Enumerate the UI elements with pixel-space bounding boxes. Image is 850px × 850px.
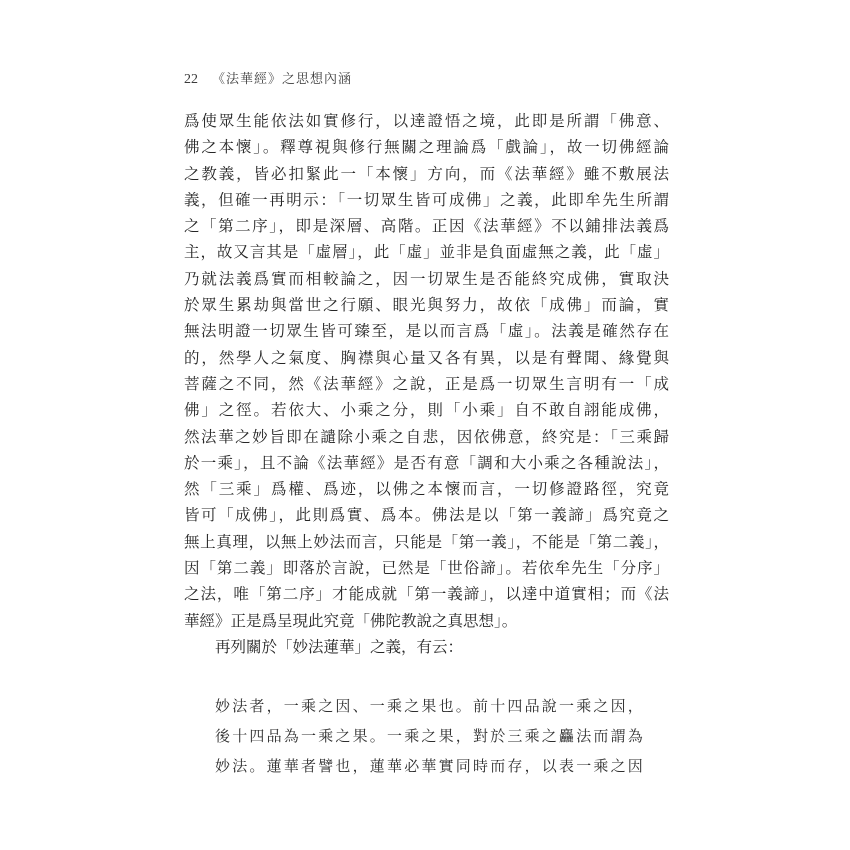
text-line: 皆可「成佛」，此則爲實、爲本。佛法是以「第一義諦」爲究竟之 bbox=[184, 507, 669, 525]
text-line: 之「第二序」，即是深層、高階。正因《法華經》不以鋪排法義爲 bbox=[184, 218, 669, 236]
quote-line: 妙法。蓮華者譬也，蓮華必華實同時而存，以表一乘之因 bbox=[215, 759, 646, 776]
text-line: 佛之本懷」。釋尊視與修行無關之理論爲「戲論」，故一切佛經論 bbox=[184, 139, 669, 157]
paragraph-intro-quote: 再列關於「妙法蓮華」之義，有云： bbox=[215, 638, 464, 656]
text-line: 主，故又言其是「虛層」，此「虛」並非是負面虛無之義，此「虛」 bbox=[184, 244, 669, 262]
scripture-quote-block bbox=[215, 692, 655, 782]
text-line: 無法明證一切眾生皆可臻至，是以而言爲「虛」。法義是確然存在 bbox=[184, 323, 669, 341]
page-number: 22 bbox=[184, 72, 198, 87]
page-header bbox=[184, 68, 669, 88]
text-line: 因「第二義」即落於言說，已然是「世俗諦」。若依牟先生「分序」 bbox=[184, 560, 669, 578]
text-line: 於一乘」，且不論《法華經》是否有意「調和大小乘之各種說法」， bbox=[184, 454, 669, 472]
text-line: 爲使眾生能依法如實修行，以達證悟之境，此即是所謂「佛意、 bbox=[184, 113, 669, 130]
running-title: 《法華經》之思想內涵 bbox=[212, 71, 353, 86]
text-line: 於眾生累劫與當世之行願、眼光與努力，故依「成佛」而論，實 bbox=[184, 297, 669, 315]
text-line: 菩薩之不同，然《法華經》之說，正是爲一切眾生言明有一「成 bbox=[184, 375, 669, 393]
quote-line: 妙法者，一乘之因、一乘之果也。前十四品說一乘之因， bbox=[215, 699, 646, 716]
text-line: 之教義，皆必扣緊此一「本懷」方向，而《法華經》雖不敷展法 bbox=[184, 165, 669, 183]
text-line: 無上真理，以無上妙法而言，只能是「第一義」，不能是「第二義」， bbox=[184, 533, 669, 551]
text-line: 義，但確一再明示：「一切眾生皆可成佛」之義，此即牟先生所謂 bbox=[184, 191, 669, 209]
quote-line: 後十四品為一乘之果。一乘之果，對於三乘之麤法而謂為 bbox=[215, 729, 646, 746]
text-line: 之法，唯「第二序」才能成就「第一義諦」，以達中道實相；而《法 bbox=[184, 586, 669, 604]
text-line: 華經》正是爲呈現此究竟「佛陀教說之真思想」。 bbox=[184, 612, 518, 630]
text-line: 然「三乘」爲權、爲迹，以佛之本懷而言，一切修證路徑，究竟 bbox=[184, 481, 669, 499]
text-line: 的，然學人之氣度、胸襟與心量又各有異，以是有聲聞、緣覺與 bbox=[184, 349, 669, 367]
text-line: 佛」之徑。若依大、小乘之分，則「小乘」自不敢自詡能成佛， bbox=[184, 402, 669, 420]
text-line: 然法華之妙旨即在譴除小乘之自悲，因依佛意，終究是：「三乘歸 bbox=[184, 428, 669, 446]
text-line: 乃就法義爲實而相較論之，因一切眾生是否能終究成佛，實取決 bbox=[184, 270, 669, 288]
page-body bbox=[184, 109, 669, 782]
